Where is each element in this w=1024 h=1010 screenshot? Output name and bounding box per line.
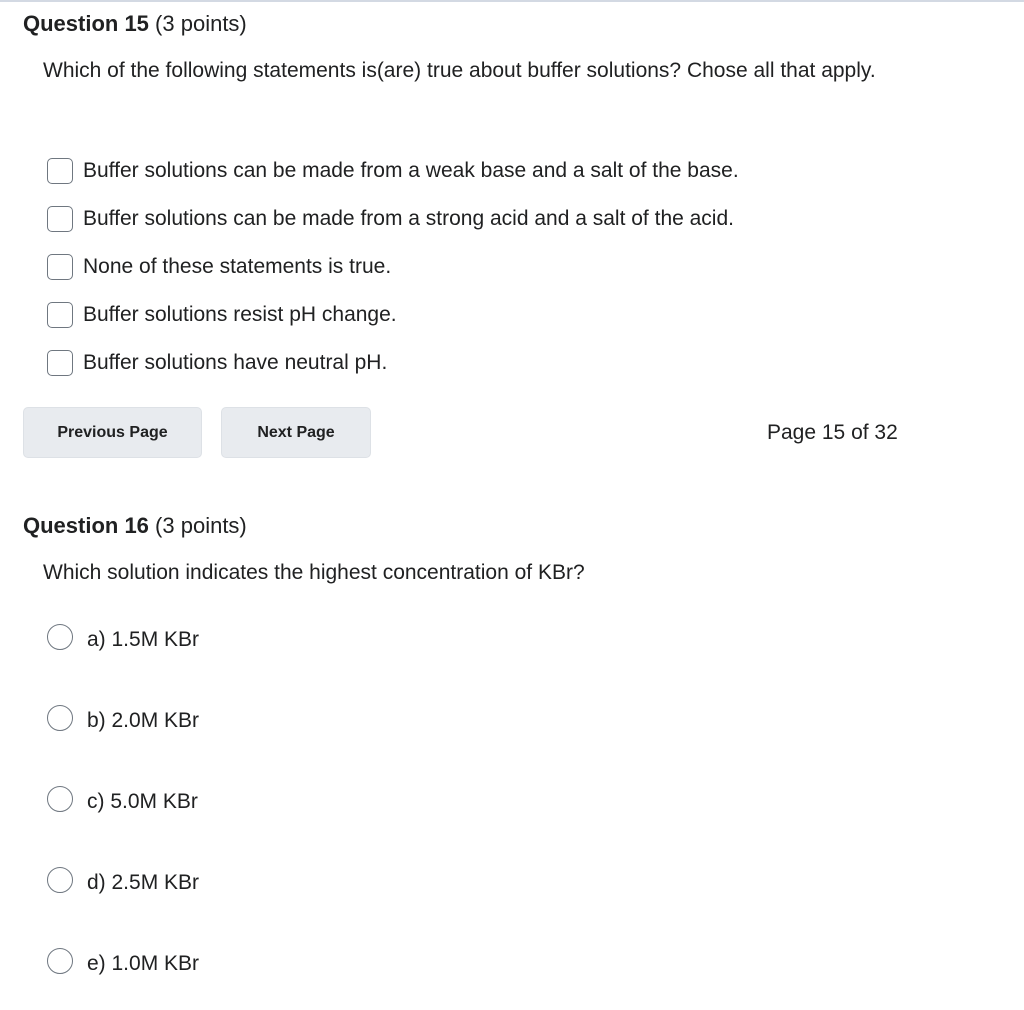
question-15-option-4[interactable]	[47, 291, 739, 339]
checkbox[interactable]	[47, 206, 73, 232]
question-16-option-e[interactable]	[47, 920, 199, 1001]
option-label: e) 1.0M KBr	[87, 951, 200, 975]
option-label: Buffer solutions have neutral pH.	[83, 351, 388, 374]
option-label: None of these statements is true.	[83, 255, 392, 278]
radio-button[interactable]	[47, 705, 73, 731]
question-16-options	[47, 596, 199, 1001]
question-15-option-5[interactable]	[47, 339, 739, 387]
question-16-option-a[interactable]	[47, 596, 199, 677]
question-16-number: Question 16	[23, 513, 149, 538]
question-15-title	[23, 10, 247, 38]
question-15-option-2[interactable]	[47, 195, 739, 243]
question-16-points: (3 points)	[155, 513, 247, 538]
checkbox[interactable]	[47, 158, 73, 184]
question-16-title	[23, 512, 247, 540]
previous-page-button[interactable]: Previous Page	[23, 407, 202, 458]
option-label: Buffer solutions can be made from a weak base and a salt of the base.	[83, 159, 739, 182]
checkbox[interactable]	[47, 302, 73, 328]
option-label: Buffer solutions resist pH change.	[83, 303, 397, 326]
option-label: d) 2.5M KBr	[87, 870, 200, 894]
option-label: a) 1.5M KBr	[87, 627, 200, 651]
question-16-option-d[interactable]	[47, 839, 199, 920]
top-divider	[0, 0, 1024, 2]
question-15-number: Question 15	[23, 11, 149, 36]
question-16-option-b[interactable]	[47, 677, 199, 758]
question-16-option-c[interactable]	[47, 758, 199, 839]
option-label: Buffer solutions can be made from a strong acid and a salt of the acid.	[83, 207, 734, 230]
radio-button[interactable]	[47, 786, 73, 812]
question-16-prompt: Which solution indicates the highest concentration of KBr?	[43, 561, 585, 584]
question-15-option-1[interactable]	[47, 147, 739, 195]
question-15-option-3[interactable]	[47, 243, 739, 291]
radio-button[interactable]	[47, 948, 73, 974]
radio-button[interactable]	[47, 624, 73, 650]
option-label: b) 2.0M KBr	[87, 708, 200, 732]
checkbox[interactable]	[47, 350, 73, 376]
question-15-points: (3 points)	[155, 11, 247, 36]
radio-button[interactable]	[47, 867, 73, 893]
question-15-prompt: Which of the following statements is(are) true about buffer solutions? Chose all that apply.	[43, 59, 876, 82]
page-indicator: Page 15 of 32	[767, 421, 898, 444]
option-label: c) 5.0M KBr	[87, 789, 198, 813]
question-15-options	[47, 147, 739, 387]
checkbox[interactable]	[47, 254, 73, 280]
next-page-button[interactable]: Next Page	[221, 407, 371, 458]
